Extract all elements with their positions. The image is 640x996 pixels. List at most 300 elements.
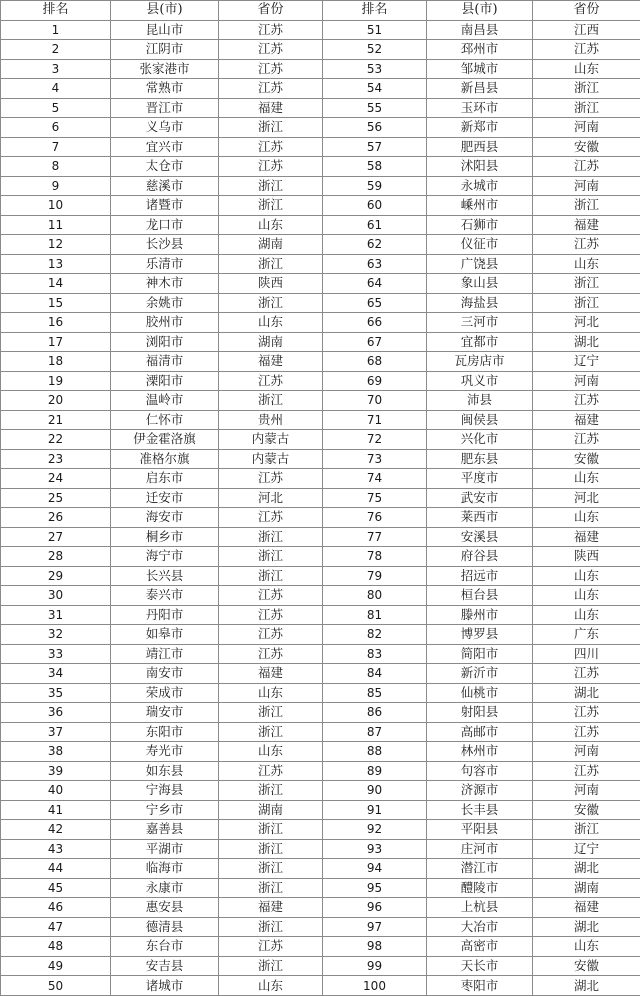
cell-rank-left: 43 — [1, 839, 111, 859]
cell-province-right: 福建 — [533, 410, 640, 430]
cell-county-right: 邳州市 — [427, 40, 533, 60]
table-row — [1, 430, 640, 450]
cell-county-left: 如皋市 — [111, 625, 219, 645]
cell-county-left: 神木市 — [111, 274, 219, 294]
cell-rank-right: 51 — [323, 20, 427, 40]
cell-rank-left: 45 — [1, 878, 111, 898]
cell-province-right: 浙江 — [533, 820, 640, 840]
table-row — [1, 800, 640, 820]
cell-province-right: 浙江 — [533, 79, 640, 99]
cell-county-left: 伊金霍洛旗 — [111, 430, 219, 450]
cell-rank-right: 65 — [323, 293, 427, 313]
cell-county-left: 浏阳市 — [111, 332, 219, 352]
cell-province-left: 江苏 — [219, 40, 323, 60]
cell-rank-right: 66 — [323, 313, 427, 333]
cell-county-right: 庄河市 — [427, 839, 533, 859]
cell-county-left: 桐乡市 — [111, 527, 219, 547]
cell-county-right: 上杭县 — [427, 898, 533, 918]
cell-province-right: 福建 — [533, 898, 640, 918]
cell-rank-right: 100 — [323, 976, 427, 996]
cell-rank-right: 93 — [323, 839, 427, 859]
cell-rank-right: 96 — [323, 898, 427, 918]
cell-rank-left: 16 — [1, 313, 111, 333]
table-row — [1, 527, 640, 547]
table-row — [1, 176, 640, 196]
table-row — [1, 937, 640, 957]
cell-province-left: 江苏 — [219, 469, 323, 489]
cell-county-left: 余姚市 — [111, 293, 219, 313]
cell-county-left: 晋江市 — [111, 98, 219, 118]
table-row — [1, 235, 640, 255]
cell-rank-right: 78 — [323, 547, 427, 567]
cell-province-left: 陕西 — [219, 274, 323, 294]
cell-county-right: 新郑市 — [427, 118, 533, 138]
cell-province-right: 江苏 — [533, 430, 640, 450]
cell-province-right: 辽宁 — [533, 352, 640, 372]
table-row — [1, 839, 640, 859]
header-county-left: 县(市) — [111, 1, 219, 21]
cell-province-left: 内蒙古 — [219, 449, 323, 469]
cell-rank-left: 38 — [1, 742, 111, 762]
cell-rank-right: 69 — [323, 371, 427, 391]
cell-rank-left: 33 — [1, 644, 111, 664]
cell-rank-right: 92 — [323, 820, 427, 840]
cell-province-left: 浙江 — [219, 859, 323, 879]
cell-province-right: 河南 — [533, 371, 640, 391]
cell-province-right: 安徽 — [533, 449, 640, 469]
table-row — [1, 508, 640, 528]
cell-province-right: 山东 — [533, 937, 640, 957]
cell-county-left: 宜兴市 — [111, 137, 219, 157]
cell-county-right: 滕州市 — [427, 605, 533, 625]
cell-province-right: 湖北 — [533, 332, 640, 352]
cell-rank-left: 44 — [1, 859, 111, 879]
cell-county-left: 惠安县 — [111, 898, 219, 918]
cell-province-left: 福建 — [219, 664, 323, 684]
cell-county-right: 长丰县 — [427, 800, 533, 820]
cell-county-right: 新沂市 — [427, 664, 533, 684]
cell-county-right: 高邮市 — [427, 722, 533, 742]
table-row — [1, 98, 640, 118]
cell-province-left: 江苏 — [219, 137, 323, 157]
table-row — [1, 274, 640, 294]
cell-rank-right: 64 — [323, 274, 427, 294]
cell-county-right: 大冶市 — [427, 917, 533, 937]
cell-rank-left: 29 — [1, 566, 111, 586]
cell-rank-right: 67 — [323, 332, 427, 352]
cell-province-left: 浙江 — [219, 956, 323, 976]
cell-county-left: 宁海县 — [111, 781, 219, 801]
cell-county-right: 广饶县 — [427, 254, 533, 274]
cell-county-left: 丹阳市 — [111, 605, 219, 625]
cell-province-right: 山东 — [533, 59, 640, 79]
cell-province-left: 湖南 — [219, 800, 323, 820]
cell-rank-right: 55 — [323, 98, 427, 118]
cell-province-right: 江苏 — [533, 664, 640, 684]
cell-county-right: 三河市 — [427, 313, 533, 333]
cell-rank-right: 57 — [323, 137, 427, 157]
table-row — [1, 79, 640, 99]
cell-province-left: 湖南 — [219, 235, 323, 255]
cell-rank-left: 25 — [1, 488, 111, 508]
cell-province-right: 江苏 — [533, 40, 640, 60]
cell-rank-right: 70 — [323, 391, 427, 411]
cell-rank-left: 18 — [1, 352, 111, 372]
cell-county-left: 太仓市 — [111, 157, 219, 177]
cell-rank-right: 90 — [323, 781, 427, 801]
cell-rank-left: 12 — [1, 235, 111, 255]
cell-province-right: 河南 — [533, 781, 640, 801]
cell-county-left: 昆山市 — [111, 20, 219, 40]
header-county-right: 县(市) — [427, 1, 533, 21]
cell-county-right: 海盐县 — [427, 293, 533, 313]
cell-province-left: 江苏 — [219, 625, 323, 645]
cell-rank-left: 24 — [1, 469, 111, 489]
cell-county-right: 嵊州市 — [427, 196, 533, 216]
cell-rank-left: 2 — [1, 40, 111, 60]
cell-province-right: 陕西 — [533, 547, 640, 567]
cell-county-right: 平阳县 — [427, 820, 533, 840]
cell-county-left: 乐清市 — [111, 254, 219, 274]
cell-county-right: 简阳市 — [427, 644, 533, 664]
table-row — [1, 391, 640, 411]
table-row — [1, 722, 640, 742]
cell-province-right: 山东 — [533, 566, 640, 586]
cell-rank-right: 95 — [323, 878, 427, 898]
cell-rank-right: 63 — [323, 254, 427, 274]
cell-county-left: 启东市 — [111, 469, 219, 489]
cell-province-right: 山东 — [533, 605, 640, 625]
cell-county-right: 南昌县 — [427, 20, 533, 40]
cell-rank-left: 27 — [1, 527, 111, 547]
cell-province-right: 河北 — [533, 488, 640, 508]
cell-rank-left: 3 — [1, 59, 111, 79]
cell-province-left: 浙江 — [219, 839, 323, 859]
cell-county-right: 莱西市 — [427, 508, 533, 528]
table-row — [1, 586, 640, 606]
cell-province-right: 湖北 — [533, 976, 640, 996]
cell-county-left: 东阳市 — [111, 722, 219, 742]
cell-province-left: 江苏 — [219, 157, 323, 177]
cell-province-right: 江苏 — [533, 722, 640, 742]
cell-province-left: 浙江 — [219, 820, 323, 840]
cell-county-left: 准格尔旗 — [111, 449, 219, 469]
cell-county-right: 象山县 — [427, 274, 533, 294]
cell-county-left: 泰兴市 — [111, 586, 219, 606]
cell-province-right: 浙江 — [533, 196, 640, 216]
table-row — [1, 254, 640, 274]
cell-county-right: 巩义市 — [427, 371, 533, 391]
cell-rank-right: 85 — [323, 683, 427, 703]
cell-county-left: 迁安市 — [111, 488, 219, 508]
cell-county-right: 玉环市 — [427, 98, 533, 118]
cell-province-right: 安徽 — [533, 956, 640, 976]
cell-county-right: 安溪县 — [427, 527, 533, 547]
table-row — [1, 332, 640, 352]
cell-province-left: 山东 — [219, 215, 323, 235]
cell-rank-right: 56 — [323, 118, 427, 138]
cell-province-right: 河南 — [533, 742, 640, 762]
cell-rank-left: 13 — [1, 254, 111, 274]
cell-province-right: 安徽 — [533, 137, 640, 157]
cell-province-left: 江苏 — [219, 644, 323, 664]
table-row — [1, 488, 640, 508]
cell-rank-left: 19 — [1, 371, 111, 391]
cell-rank-left: 42 — [1, 820, 111, 840]
cell-county-right: 博罗县 — [427, 625, 533, 645]
cell-province-left: 江苏 — [219, 937, 323, 957]
table-row — [1, 352, 640, 372]
cell-county-left: 诸城市 — [111, 976, 219, 996]
table-row — [1, 956, 640, 976]
cell-rank-left: 47 — [1, 917, 111, 937]
table-row — [1, 742, 640, 762]
cell-rank-left: 49 — [1, 956, 111, 976]
cell-province-right: 山东 — [533, 254, 640, 274]
cell-county-left: 瑞安市 — [111, 703, 219, 723]
table-row — [1, 781, 640, 801]
cell-rank-left: 34 — [1, 664, 111, 684]
cell-province-left: 浙江 — [219, 527, 323, 547]
cell-county-left: 慈溪市 — [111, 176, 219, 196]
cell-rank-left: 28 — [1, 547, 111, 567]
header-rank-right: 排名 — [323, 1, 427, 21]
cell-rank-left: 14 — [1, 274, 111, 294]
cell-rank-right: 73 — [323, 449, 427, 469]
cell-rank-left: 9 — [1, 176, 111, 196]
cell-county-right: 高密市 — [427, 937, 533, 957]
table-row — [1, 20, 640, 40]
table-row — [1, 196, 640, 216]
cell-county-left: 安吉县 — [111, 956, 219, 976]
cell-province-left: 浙江 — [219, 293, 323, 313]
cell-province-left: 江苏 — [219, 586, 323, 606]
cell-province-right: 安徽 — [533, 800, 640, 820]
cell-county-left: 张家港市 — [111, 59, 219, 79]
cell-province-right: 江西 — [533, 20, 640, 40]
cell-county-right: 永城市 — [427, 176, 533, 196]
cell-county-left: 南安市 — [111, 664, 219, 684]
cell-rank-right: 74 — [323, 469, 427, 489]
cell-county-left: 温岭市 — [111, 391, 219, 411]
table-row — [1, 898, 640, 918]
cell-county-left: 德清县 — [111, 917, 219, 937]
cell-province-left: 福建 — [219, 352, 323, 372]
cell-rank-right: 82 — [323, 625, 427, 645]
cell-province-right: 浙江 — [533, 98, 640, 118]
table-row — [1, 605, 640, 625]
cell-rank-left: 6 — [1, 118, 111, 138]
header-row — [1, 1, 640, 21]
cell-rank-right: 99 — [323, 956, 427, 976]
cell-county-left: 江阴市 — [111, 40, 219, 60]
cell-province-left: 浙江 — [219, 917, 323, 937]
table-row — [1, 703, 640, 723]
cell-rank-right: 76 — [323, 508, 427, 528]
cell-county-right: 济源市 — [427, 781, 533, 801]
cell-province-right: 河北 — [533, 313, 640, 333]
cell-county-left: 永康市 — [111, 878, 219, 898]
cell-county-right: 瓦房店市 — [427, 352, 533, 372]
cell-province-left: 福建 — [219, 898, 323, 918]
cell-county-right: 潜江市 — [427, 859, 533, 879]
table-body — [1, 20, 640, 996]
cell-province-left: 浙江 — [219, 547, 323, 567]
cell-rank-left: 36 — [1, 703, 111, 723]
cell-rank-right: 75 — [323, 488, 427, 508]
cell-province-right: 湖北 — [533, 917, 640, 937]
table-row — [1, 683, 640, 703]
cell-rank-left: 37 — [1, 722, 111, 742]
table-row — [1, 157, 640, 177]
cell-province-left: 湖南 — [219, 332, 323, 352]
table-row — [1, 371, 640, 391]
cell-rank-right: 87 — [323, 722, 427, 742]
cell-rank-left: 5 — [1, 98, 111, 118]
cell-county-right: 仪征市 — [427, 235, 533, 255]
cell-rank-left: 41 — [1, 800, 111, 820]
cell-rank-left: 10 — [1, 196, 111, 216]
cell-rank-left: 32 — [1, 625, 111, 645]
table-row — [1, 59, 640, 79]
cell-province-right: 江苏 — [533, 391, 640, 411]
cell-county-left: 东台市 — [111, 937, 219, 957]
table-row — [1, 469, 640, 489]
header-rank-left: 排名 — [1, 1, 111, 21]
cell-province-left: 江苏 — [219, 508, 323, 528]
cell-province-left: 江苏 — [219, 79, 323, 99]
cell-province-left: 福建 — [219, 98, 323, 118]
cell-province-left: 浙江 — [219, 196, 323, 216]
cell-province-left: 浙江 — [219, 391, 323, 411]
cell-rank-right: 97 — [323, 917, 427, 937]
table-row — [1, 547, 640, 567]
table-row — [1, 313, 640, 333]
cell-rank-right: 94 — [323, 859, 427, 879]
table-row — [1, 625, 640, 645]
cell-county-left: 海宁市 — [111, 547, 219, 567]
cell-county-right: 平度市 — [427, 469, 533, 489]
cell-rank-left: 11 — [1, 215, 111, 235]
cell-rank-right: 53 — [323, 59, 427, 79]
cell-county-right: 句容市 — [427, 761, 533, 781]
cell-county-right: 桓台县 — [427, 586, 533, 606]
table-row — [1, 976, 640, 996]
table-row — [1, 118, 640, 138]
cell-province-left: 山东 — [219, 976, 323, 996]
cell-county-left: 宁乡市 — [111, 800, 219, 820]
cell-county-right: 邹城市 — [427, 59, 533, 79]
cell-rank-right: 89 — [323, 761, 427, 781]
cell-province-left: 浙江 — [219, 878, 323, 898]
cell-county-right: 新昌县 — [427, 79, 533, 99]
cell-province-left: 山东 — [219, 742, 323, 762]
cell-rank-left: 30 — [1, 586, 111, 606]
cell-province-right: 浙江 — [533, 274, 640, 294]
cell-county-right: 醴陵市 — [427, 878, 533, 898]
cell-province-left: 江苏 — [219, 20, 323, 40]
cell-rank-right: 98 — [323, 937, 427, 957]
cell-county-right: 仙桃市 — [427, 683, 533, 703]
cell-rank-right: 54 — [323, 79, 427, 99]
cell-rank-left: 26 — [1, 508, 111, 528]
cell-province-left: 浙江 — [219, 703, 323, 723]
cell-county-left: 常熟市 — [111, 79, 219, 99]
table-row — [1, 644, 640, 664]
cell-province-right: 河南 — [533, 118, 640, 138]
cell-province-left: 浙江 — [219, 118, 323, 138]
cell-province-left: 浙江 — [219, 566, 323, 586]
cell-county-left: 临海市 — [111, 859, 219, 879]
cell-province-left: 浙江 — [219, 781, 323, 801]
cell-county-right: 肥西县 — [427, 137, 533, 157]
table-row — [1, 820, 640, 840]
cell-county-right: 枣阳市 — [427, 976, 533, 996]
cell-rank-right: 81 — [323, 605, 427, 625]
table-row — [1, 137, 640, 157]
cell-rank-left: 39 — [1, 761, 111, 781]
cell-county-left: 溧阳市 — [111, 371, 219, 391]
cell-province-right: 江苏 — [533, 761, 640, 781]
cell-county-right: 天长市 — [427, 956, 533, 976]
cell-rank-left: 7 — [1, 137, 111, 157]
cell-rank-left: 35 — [1, 683, 111, 703]
table-row — [1, 664, 640, 684]
table-row — [1, 410, 640, 430]
cell-county-left: 长沙县 — [111, 235, 219, 255]
cell-province-left: 山东 — [219, 313, 323, 333]
cell-province-right: 山东 — [533, 586, 640, 606]
cell-province-right: 湖北 — [533, 859, 640, 879]
cell-rank-right: 59 — [323, 176, 427, 196]
cell-county-left: 诸暨市 — [111, 196, 219, 216]
cell-province-right: 江苏 — [533, 703, 640, 723]
cell-province-left: 山东 — [219, 683, 323, 703]
header-province-right: 省份 — [533, 1, 640, 21]
cell-county-left: 福清市 — [111, 352, 219, 372]
cell-county-left: 寿光市 — [111, 742, 219, 762]
cell-rank-right: 86 — [323, 703, 427, 723]
cell-county-right: 府谷县 — [427, 547, 533, 567]
cell-county-right: 武安市 — [427, 488, 533, 508]
cell-rank-left: 20 — [1, 391, 111, 411]
table-row — [1, 859, 640, 879]
cell-county-left: 如东县 — [111, 761, 219, 781]
cell-rank-left: 50 — [1, 976, 111, 996]
table-row — [1, 761, 640, 781]
cell-province-left: 江苏 — [219, 761, 323, 781]
cell-rank-left: 40 — [1, 781, 111, 801]
table-row — [1, 40, 640, 60]
cell-county-right: 宜都市 — [427, 332, 533, 352]
cell-county-right: 石狮市 — [427, 215, 533, 235]
cell-province-right: 福建 — [533, 527, 640, 547]
table-row — [1, 449, 640, 469]
cell-rank-right: 68 — [323, 352, 427, 372]
table-row — [1, 878, 640, 898]
cell-province-right: 山东 — [533, 469, 640, 489]
cell-rank-left: 1 — [1, 20, 111, 40]
cell-rank-left: 4 — [1, 79, 111, 99]
cell-province-right: 湖南 — [533, 878, 640, 898]
cell-rank-right: 84 — [323, 664, 427, 684]
cell-county-left: 平湖市 — [111, 839, 219, 859]
cell-county-right: 肥东县 — [427, 449, 533, 469]
cell-rank-left: 48 — [1, 937, 111, 957]
cell-rank-right: 52 — [323, 40, 427, 60]
cell-rank-left: 31 — [1, 605, 111, 625]
cell-rank-right: 72 — [323, 430, 427, 450]
